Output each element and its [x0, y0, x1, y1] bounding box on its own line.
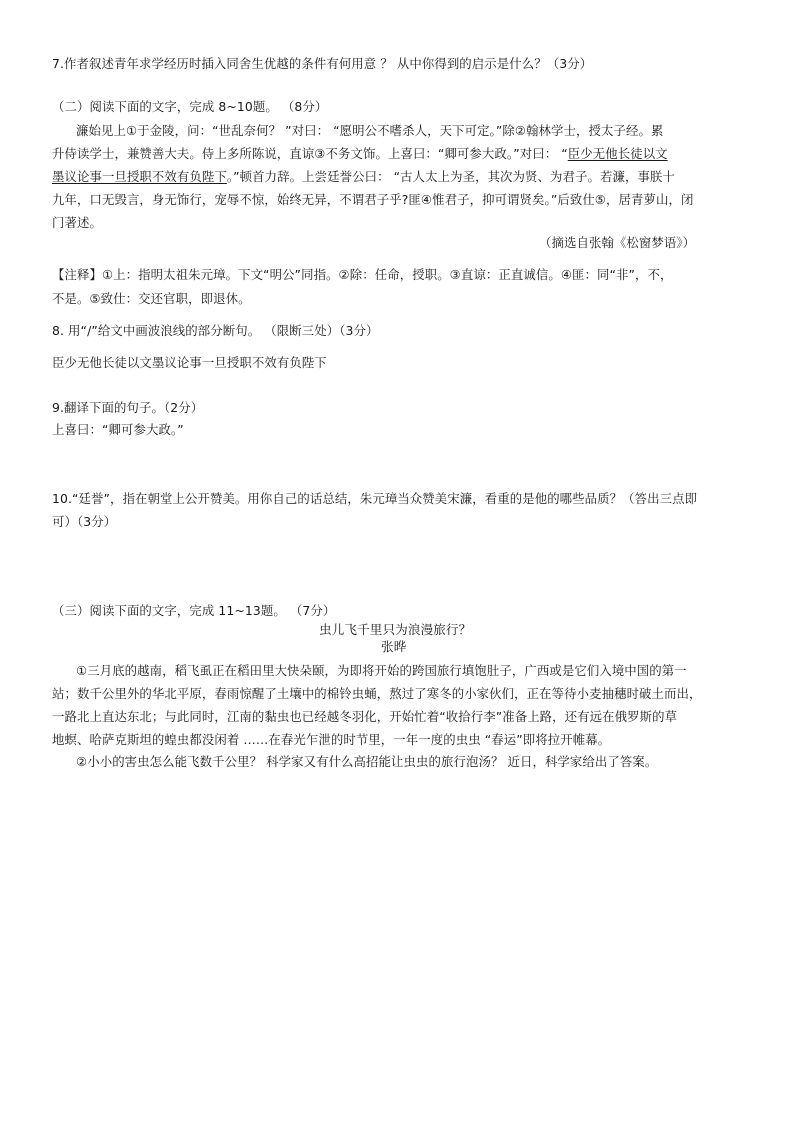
passage-line [52, 169, 675, 185]
passage-line: 濂始见上①于金陵，问：“世乱奈何？ ”对曰： “愿明公不嗜杀人，天下可定。”除②翰林学士，授太子经。累 [76, 123, 664, 138]
annotation-line: 不是。⑤致仕：交还官职，即退休。 [52, 291, 251, 306]
section-3-header: （三）阅读下面的文字，完成 11~13题。 （7分） [52, 603, 336, 618]
article-line: 地螟、哈萨克斯坦的蝗虫都没闲着 ……在春光乍泄的时节里，一年一度的虫虫 “春运”即将拉开帷幕。 [52, 732, 611, 747]
wavy-underline-text: 臣少无他长徒以文 [567, 146, 668, 161]
article-line: 站；数千公里外的华北平原，春雨惊醒了土壤中的棉铃虫蛹，熬过了寒冬的小家伙们，正在等待小麦抽穗时破土而出， [52, 686, 702, 701]
passage-text: 。”顿首力辞。上尝廷誉公曰： “古人太上为圣，其次为贤、为君子。若濂，事朕十 [226, 169, 675, 184]
question-10: 可）（3分） [52, 514, 117, 529]
article-author: 张晔 [381, 639, 407, 654]
article-line: ②小小的害虫怎么能飞数千公里？ 科学家又有什么高招能让虫虫的旅行泡汤？ 近日，科学家给出了答案。 [76, 754, 658, 769]
passage-line: 九年，口无毁言，身无饰行，宠辱不惊，始终无异，不谓君子乎?匪④惟君子，抑可谓贤矣。”后致仕⑤，居青萝山，闭 [52, 192, 694, 207]
question-9-text: 上喜曰：“卿可参大政。” [52, 422, 184, 437]
passage-line [52, 146, 668, 162]
question-7: 7.作者叙述青年求学经历时插入同舍生优越的条件有何用意 ？ 从中你得到的启示是什么？（3分） [52, 56, 593, 71]
question-9: 9.翻译下面的句子。（2分） [52, 400, 204, 415]
passage-source: （摘选自张翰《松窗梦语》） [539, 235, 696, 250]
article-line: 一路北上直达东北；与此同时，江南的黏虫也已经越冬羽化，开始忙着“收拾行李”准备上路，还有远在俄罗斯的草 [52, 709, 678, 724]
wavy-underline-text: 墨议论事一旦授职不效有负陛下 [52, 169, 227, 184]
question-8: 8. 用“/”给文中画波浪线的部分断句。 （限断三处）（3分） [52, 323, 379, 338]
passage-line: 门著述。 [52, 215, 102, 230]
annotation-line: 【注释】①上：指明太祖朱元璋。下文“明公”同指。②除：任命，授职。③直谅：正直诚信。④匪：同“非”，不， [52, 267, 673, 282]
section-2-header: （二）阅读下面的文字，完成 8~10题。 （8分） [52, 99, 328, 114]
question-8-text: 臣少无他长徒以文墨议论事一旦授职不效有负陛下 [52, 355, 327, 370]
question-10: 10.“廷誉”，指在朝堂上公开赞美。用你自己的话总结，朱元璋当众赞美宋濂，看重的是他的哪些品质？（答出三点即 [52, 491, 698, 506]
article-line: ①三月底的越南，稻飞虱正在稻田里大快朵颐，为即将开始的跨国旅行填饱肚子，广西或是它们入境中国的第一 [76, 663, 687, 678]
article-title: 虫儿飞千里只为浪漫旅行？ [319, 622, 472, 637]
passage-text: 升侍读学士，兼赞善大夫。侍上多所陈说，直谅③不务文饰。上喜曰：“卿可参大政。”对曰： “ [52, 146, 568, 161]
